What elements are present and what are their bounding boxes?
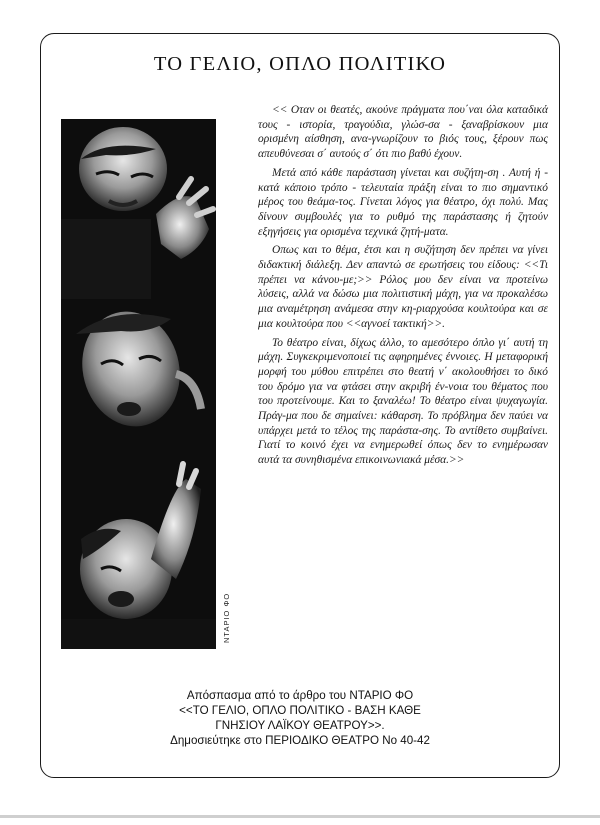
caption-line-1: Απόσπασμα από το άρθρο του ΝΤΑΡΙΟ ΦΟ (186, 689, 414, 702)
caption-line-2: <<ΤΟ ΓΕΛΙΟ, ΟΠΛΟ ΠΟΛΙΤΙΚΟ - ΒΑΣΗ ΚΑΘΕ (179, 704, 421, 717)
page-title: ΤΟ ΓΕΛΙΟ, ΟΠΛΟ ΠΟΛΙΤΙΚΟ (153, 53, 447, 75)
article-paragraph-3: Οπως και το θέμα, έτσι και η συζήτηση δεν πρέπει να γίνει διδακτική διάλεξη. Δεν απαντώ σε ερωτήσεις του είδους: <<Τι πρέπει να κάνου-με;>> Ρόλος μου δεν είναι να προτείνω λύσεις, αλλά να δώσω μια πολιτιστική μάχη, για να προκαλέσω μια αναμέτρηση ανάμεσα στην κη-ριαρχούσα κουλτούρα και σε μια κουλτούρα που <<αγνοεί τακτική>>. (258, 244, 548, 330)
bottom-scan-edge (0, 815, 600, 818)
source-caption (40, 688, 560, 748)
article-paragraph-4: Το θέατρο είναι, δίχως άλλο, το αμεσότερο όπλο γι΄ αυτή τη μάχη. Συγκεκριμενοποιεί τις αφηρημένες έννοιες. Η μεταφορική μορφή του μύθου επιτρέπει στο θεατή ν΄ ακολουθήσει το δικό του δρόμο για να φτάσει στην ακριβή έν-νοια του θέματος που του προτείνουμε. Και το ξαναλέω! Το θέατρο είναι ψυχαγωγία. Πράγ-μα που δε σημαίνει: κάθαρση. Το πρόβλημα δεν παύει να υπάρχει μετά το τέλος της παράστα-σης. Το αντίθετο συμβαίνει. Γιατί το κοινό έχει να ενημερωθεί όπως δεν το ενημέρωσαν αυτά τα συνηθισμένα επικοινωνιακά μέσα.>> (258, 336, 548, 467)
caption-line-4: Δημοσιεύτηκε στο ΠΕΡΙΟΔΙΚΟ ΘΕΑΤΡΟ Νο 40-42 (170, 734, 430, 747)
dario-fo-photo-strip (61, 119, 216, 649)
article-body (258, 103, 548, 472)
photo-strip-artwork (61, 119, 216, 649)
photo-credit: ΝΤΑΡΙΟ ΦΟ (222, 592, 231, 643)
article-paragraph-1: << Οταν οι θεατές, ακούνε πράγματα που΄ναι όλα καταδικά τους - ιστορία, τραγούδια, γλώσ-σα - ξαναβρίσκουν μια ορισμένη αίσθηση, ανα-γνωρίζουν το βιός τους, ξέρουν πως απευθύνεσαι σ΄ αυτούς σ΄ ότι πιο βαθύ έχουν. (258, 104, 548, 161)
article-paragraph-2: Μετά από κάθε παράσταση γίνεται και συζήτη-ση . Αυτή ή - κατά κάποιο τρόπο - τελευταία πράξη είναι το πιο σημαντικό μέρος του θεάμα-τος. Γίνεται λόγος για θέατρο, όχι πολύ. Μας δίνουν συμβουλές για το ρυθμό της παράστασης ή ζητούν εξηγήσεις για ορισμένα τεχνικά ζητή-ματα. (258, 166, 548, 238)
caption-line-3: ΓΝΗΣΙΟΥ ΛΑΪΚΟΥ ΘΕΑΤΡΟΥ>>. (215, 719, 385, 732)
